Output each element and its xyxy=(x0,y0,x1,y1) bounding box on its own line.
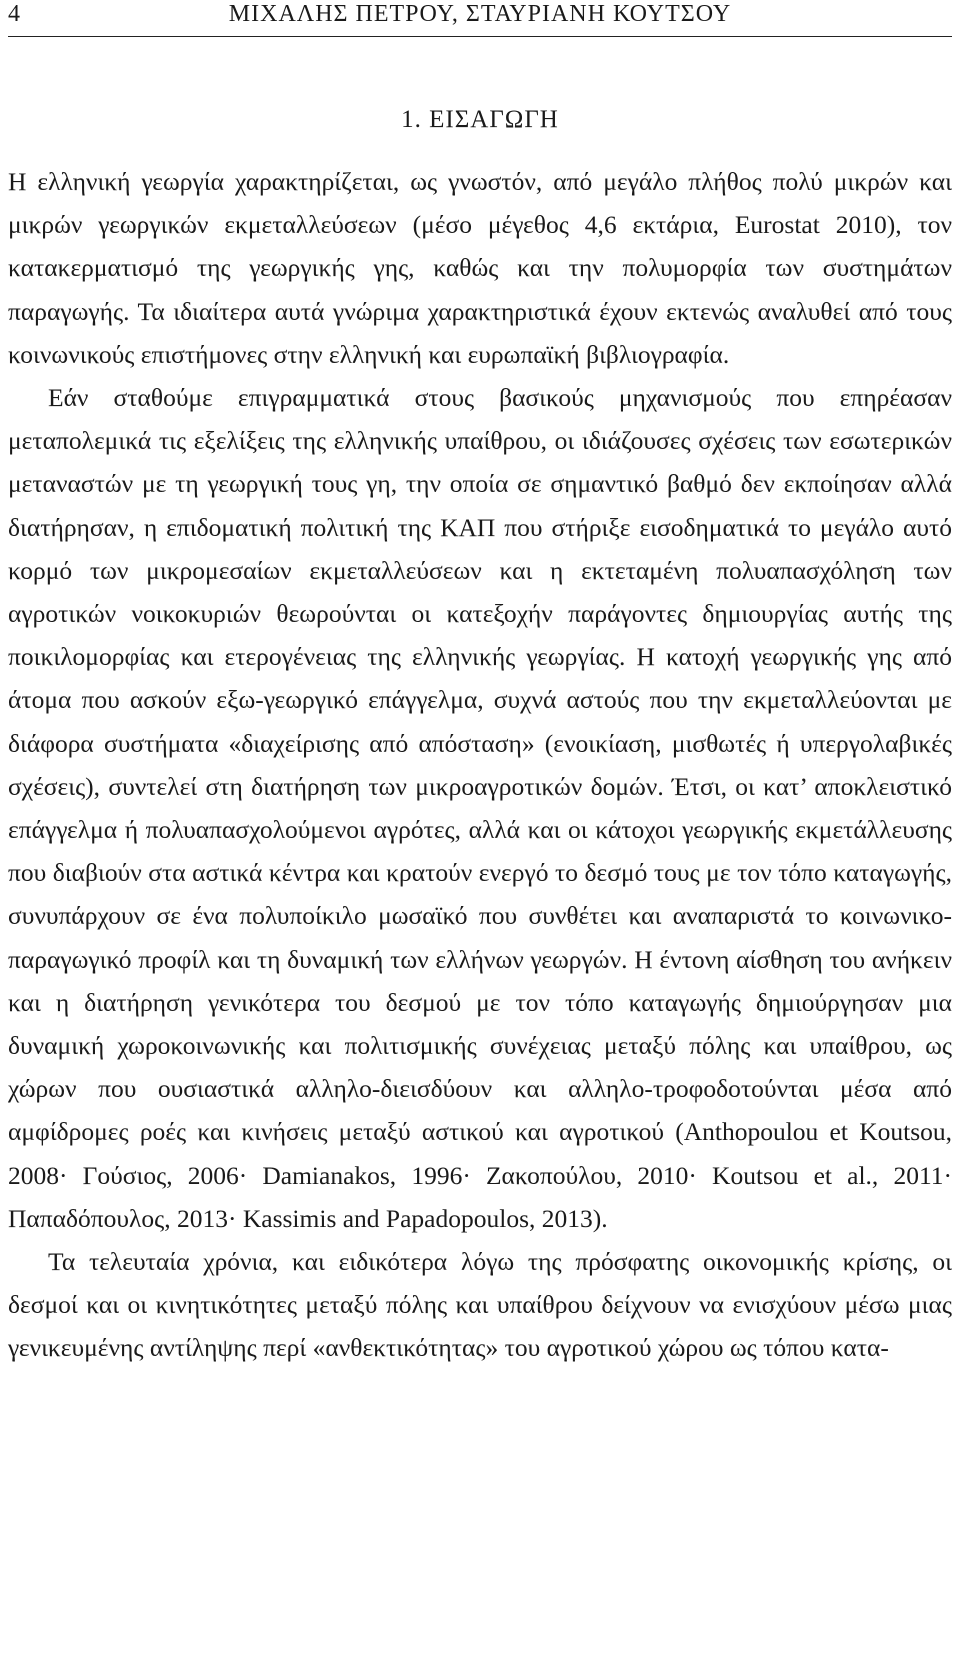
paragraph: Εάν σταθούμε επιγραμματικά στους βασικούς μηχανισμούς που επηρέασαν μεταπολεμικά τις εξελίξεις της ελληνικής υπαίθρου, οι ιδιάζουσες σχέσεις των εσωτερικών μεταναστών με τη γεωργική τους γη, την οποία σε σημαντικό βαθμό δεν εκποίησαν αλλά διατήρησαν, η επιδοματική πολιτική της ΚΑΠ που στήριξε εισοδηματικά το μεγάλο αυτό κορμό των μικρομεσαίων εκμεταλλεύσεων και η εκτεταμένη πολυαπασχόληση των αγροτικών νοικοκυριών θεωρούνται οι κατεξοχήν παράγοντες δημιουργίας αυτής της ποικιλομορφίας και ετερογένειας της ελληνικής γεωργίας. Η κατοχή γεωργικής γης από άτομα που ασκούν εξω-γεωργικό επάγγελμα, συχνά αστούς που την εκμεταλλεύονται με διάφορα συστήματα «διαχείρισης από απόσταση» (ενοικίαση, μισθωτές ή υπεργολαβικές σχέσεις), συντελεί στη διατήρηση των μικροαγροτικών δομών. Έτσι, οι κατ’ αποκλειστικό επάγγελμα ή πολυαπασχολούμενοι αγρότες, αλλά και οι κάτοχοι γεωργικής εκμετάλλευσης που διαβιούν στα αστικά κέντρα και κρατούν ενεργό το δεσμό τους με τον τόπο καταγωγής, συνυπάρχουν σε ένα πολυποίκιλο μωσαϊκό που συνθέτει και αναπαριστά το κοινωνικο-παραγωγικό προφίλ και τη δυναμική των ελλήνων γεωργών. Η έντονη αίσθηση του ανήκειν και η διατήρηση γενικότερα του δεσμού με τον τόπο καταγωγής δημιούργησαν μια δυναμική χωροκοινωνικής και πολιτισμικής συνέχειας μεταξύ πόλης και υπαίθρου, ως χώρων που ουσιαστικά αλληλο-διεισδύουν και αλληλο-τροφοδοτούνται μέσα από αμφίδρομες ροές και κινήσεις μεταξύ αστικού και αγροτικού (Anthopoulou et Koutsou, 2008· Γούσιος, 2006· Damianakos, 1996· Ζακοπούλου, 2010· Koutsou et al., 2011· Παπαδόπουλος, 2013· Kassimis and Papadopoulos, 2013). xyxy=(8,383,952,1233)
page-number: 4 xyxy=(8,1,20,27)
running-header xyxy=(8,0,952,37)
body-text xyxy=(8,160,952,1370)
section-heading: 1. ΕΙΣΑΓΩΓΗ xyxy=(401,106,559,133)
paragraph: Τα τελευταία χρόνια, και ειδικότερα λόγω της πρόσφατης οικονομικής κρίσης, οι δεσμοί και οι κινητικότητες μεταξύ πόλης και υπαίθρου δείχνουν να ενισχύουν μέσω μιας γενικευμένης αντίληψης περί «ανθεκτικότητας» του αγροτικού χώρου ως τόπου κατα- xyxy=(8,1247,952,1363)
paragraph: Η ελληνική γεωργία χαρακτηρίζεται, ως γνωστόν, από μεγάλο πλήθος πολύ μικρών και μικρών γεωργικών εκμεταλλεύσεων (μέσο μέγεθος 4,6 εκτάρια, Eurostat 2010), τον κατακερματισμό της γεωργικής γης, καθώς και την πολυμορφία των συστημάτων παραγωγής. Τα ιδιαίτερα αυτά γνώριμα χαρακτηριστικά έχουν εκτενώς αναλυθεί από τους κοινωνικούς επιστήμονες στην ελληνική και ευρωπαϊκή βιβλιογραφία. xyxy=(8,167,952,369)
running-title: ΜΙΧΑΛΗΣ ΠΕΤΡΟΥ, ΣΤΑΥΡΙΑΝΗ ΚΟΥΤΣΟΥ xyxy=(228,1,732,27)
